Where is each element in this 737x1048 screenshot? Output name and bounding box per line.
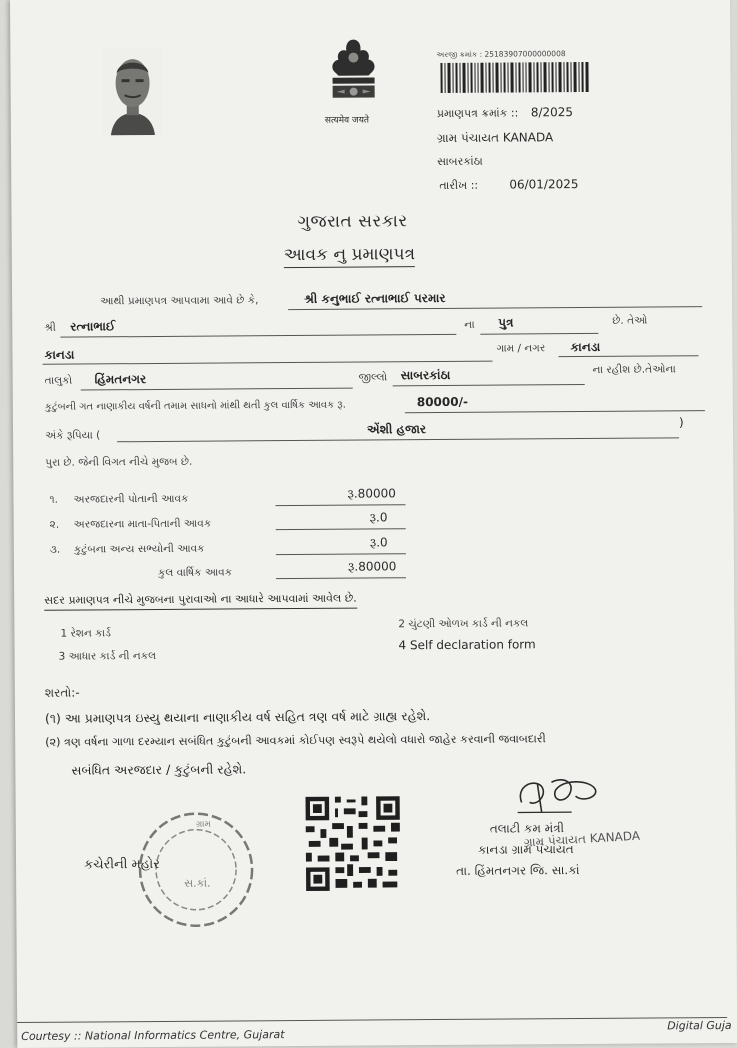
signatory-line-3: તા. હિંમતનગર જિ. સા.કાં xyxy=(456,863,580,878)
heading-govt: ગુજરાત સરકાર xyxy=(297,211,408,232)
income-row-1-no: ૧. xyxy=(49,493,59,506)
taluka-label: તાલુકો xyxy=(44,374,73,387)
income-total-label: કુલ વાર્ષિક આવક xyxy=(157,566,233,579)
signatory-line-1: તલાટી કમ મંત્રી xyxy=(489,821,565,836)
evidence-item-4: 4 Self declaration form xyxy=(398,637,536,653)
address-value: કાનડા xyxy=(44,347,75,362)
evidence-item-2: 2 ચુંટણી ઓળખ કાર્ડ ની નકલ xyxy=(398,617,529,631)
applicant-name: શ્રી કનુભાઈ રત્નાભાઈ પરમાર xyxy=(304,290,446,306)
cert-number-value: 8/2025 xyxy=(530,105,574,120)
gam-label: ગામ / નગર xyxy=(496,342,546,355)
income-row-2-no: ૨. xyxy=(49,518,60,531)
svg-text:ગ્રામ: ગ્રામ xyxy=(195,819,211,830)
signatory-line-2: કાનડા ગ્રામ પંચાયત xyxy=(477,842,574,857)
income-label: કુટુંબની ગત નાણાકીય વર્ષની તમામ સાધનો માંથી થતી કુલ વાર્ષિક આવક રૂ. xyxy=(44,399,346,413)
district-name: સાબરકાંઠા xyxy=(437,154,483,169)
condition-2-line-1: (૨) ત્રણ વર્ષના ગાળા દરમ્યાન સબંધિત કુટુંબની આવકમાં કોઈપણ સ્વરૂપે થયેલો વધારો જાહેર કરવાની જવાબદારી xyxy=(45,732,546,749)
heading-certificate-title: આવક નુ પ્રમાણપત્ર xyxy=(284,244,415,268)
income-row-2-amount: રૂ.0 xyxy=(369,510,388,525)
ashoka-emblem-icon xyxy=(318,35,389,115)
income-row-2-label: અરજદારના માતા-પિતાની આવક xyxy=(73,517,212,531)
signature xyxy=(511,772,603,821)
signatory-stamp: ગ્રામ પંચાયત KANADA xyxy=(523,828,641,850)
shri-label: શ્રી xyxy=(44,321,56,334)
office-seal-label: કચેરીની મહોર xyxy=(83,856,161,873)
income-value: 80000/- xyxy=(416,394,468,410)
evidence-heading: સદર પ્રમાણપત્ર નીચે મુજબના પુરાવાઓ ના આધારે આપવામાં આવેલ છે. xyxy=(44,592,357,611)
emblem-motto: सत्यमेव जयते xyxy=(324,115,370,126)
evidence-item-3: 3 આધાર કાર્ડ ની નકલ xyxy=(58,649,157,663)
footer-divider xyxy=(17,1017,727,1023)
income-row-3-no: ૩. xyxy=(49,543,61,556)
jilla-value: સાબરકાંઠા xyxy=(400,367,451,383)
barcode xyxy=(440,62,590,93)
conditions-heading: શરતો:- xyxy=(44,685,80,700)
words-close: ) xyxy=(678,415,684,430)
income-row-1-amount: રૂ.80000 xyxy=(347,486,396,501)
condition-1: (૧) આ પ્રમાણપત્ર ઇસ્યુ થયાના નાણાકીય વર્ષ સહિત ત્રણ વર્ષ માટે ગ્રાહ્ય રહેશે. xyxy=(44,708,431,726)
income-row-3-amount: રૂ.0 xyxy=(369,535,388,550)
date-label: તારીખ :: xyxy=(439,178,479,193)
details-label: પુરા છે. જેની વિગત નીચે મુજબ છે. xyxy=(45,455,193,469)
condition-2-line-2: સબંધિત અરજદાર / કુટુંબની રહેશે. xyxy=(71,761,247,778)
barcode-label: અરજી ક્રમાંક : 25183907000000008 xyxy=(436,49,566,60)
qr-code[interactable] xyxy=(302,793,405,894)
certificate-sheet xyxy=(10,0,737,1048)
father-name: રત્નાભાઈ xyxy=(70,319,116,334)
income-row-3-label: કુટુંબના અન્ય સભ્યોની આવક xyxy=(73,542,205,556)
gam-value: કાનડા xyxy=(570,339,601,355)
gram-panchayat: ગ્રામ પંચાયત KANADA xyxy=(436,130,554,146)
income-row-1-label: અરજદારની પોતાની આવક xyxy=(73,492,189,506)
applicant-photo xyxy=(102,47,163,135)
jilla-label: જીલ્લો xyxy=(358,371,388,384)
words-value: એંશી હજાર xyxy=(366,422,427,437)
words-label: અંકે રૂપિયા ( xyxy=(45,429,101,442)
digital-gujarat-text: Digital Guja xyxy=(667,1018,732,1033)
evidence-item-1: 1 રેશન કાર્ડ xyxy=(60,627,111,640)
relation-value: પુત્ર xyxy=(498,315,514,330)
na-label: ના xyxy=(464,318,475,331)
teo-label: છે. તેઓ xyxy=(612,314,648,327)
svg-text:સ.કાં.: સ.કાં. xyxy=(184,876,211,890)
taluka-value: હિંમતનગર xyxy=(94,372,147,387)
courtesy-text: Courtesy :: National Informatics Centre, Gujarat xyxy=(21,1028,285,1043)
date-value: 06/01/2025 xyxy=(509,177,579,192)
intro-label: આથી પ્રમાણપત્ર આપવામા આવે છે કે, xyxy=(100,294,259,308)
cert-number-label: પ્રમાણપત્ર ક્રમાંક :: xyxy=(436,106,519,121)
resident-label: ના રહીશ છે.તેઓના xyxy=(592,363,676,376)
income-total-amount: રૂ.80000 xyxy=(347,559,397,574)
